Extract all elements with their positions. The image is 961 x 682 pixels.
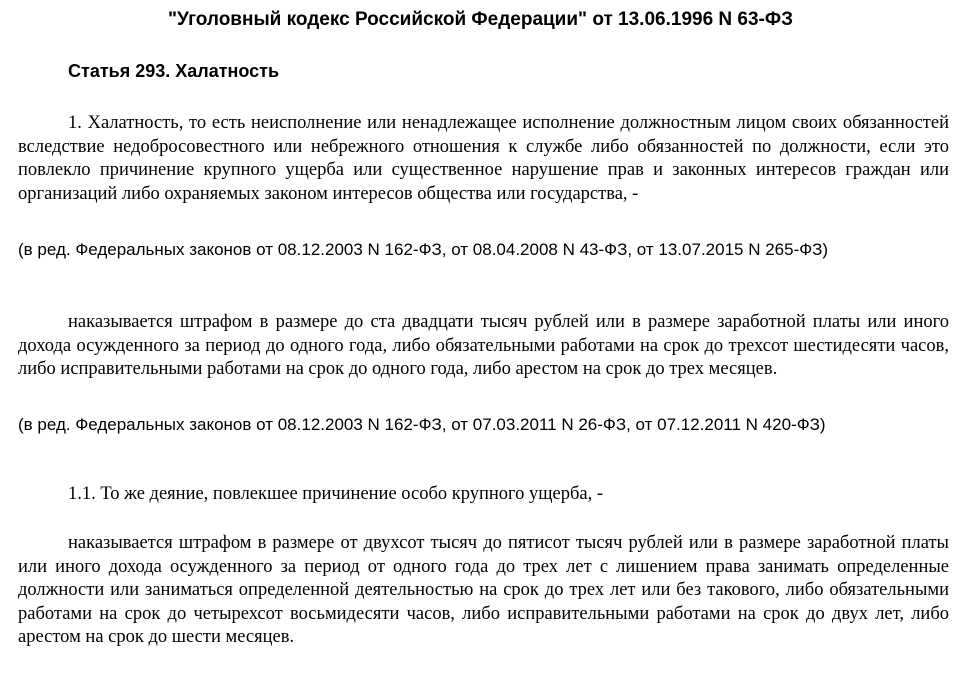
paragraph-part-1: 1. Халатность, то есть неисполнение или ненадлежащее исполнение должностным лицом своих обязанностей вследствие недобросовестного или небрежного отношения к службе либо обязанностей по должности, если это повлекло причинение крупного ущерба или существенное нарушение прав и законных интересов граждан или организаций либо охраняемых законом интересов общества или государства, - [18, 113, 949, 204]
paragraph-penalty-1: наказывается штрафом в размере до ста двадцати тысяч рублей или в размере заработной платы или иного дохода осужденного за период до одного года, либо обязательными работами на срок до трехсот шестидесяти часов, либо исправительными работами на срок до одного года, либо арестом на срок до трех месяцев. [18, 312, 949, 379]
paragraph-part-1-1: 1.1. То же деяние, повлекшее причинение особо крупного ущерба, - [68, 484, 604, 504]
document-title: "Уголовный кодекс Российской Федерации" от 13.06.1996 N 63-ФЗ [167, 9, 794, 30]
amendment-note-2: (в ред. Федеральных законов от 08.12.2003 N 162-ФЗ, от 07.03.2011 N 26-ФЗ, от 07.12.2011 N 420-ФЗ) [18, 415, 826, 434]
amendment-note-1: (в ред. Федеральных законов от 08.12.2003 N 162-ФЗ, от 08.04.2008 N 43-ФЗ, от 13.07.2015 N 265-ФЗ) [18, 240, 829, 259]
paragraph-penalty-1-1: наказывается штрафом в размере от двухсот тысяч до пятисот тысяч рублей или в размере заработной платы или иного дохода осужденного за период от одного года до трех лет с лишением права занимать определенные должности или заниматься определенной деятельностью на срок до трех лет или без такового, либо обязательными работами на срок до четырехсот восьмидесяти часов, либо исправительными работами на срок до двух лет, либо арестом на срок до шести месяцев. [18, 533, 949, 647]
article-title: Статья 293. Халатность [68, 61, 280, 81]
